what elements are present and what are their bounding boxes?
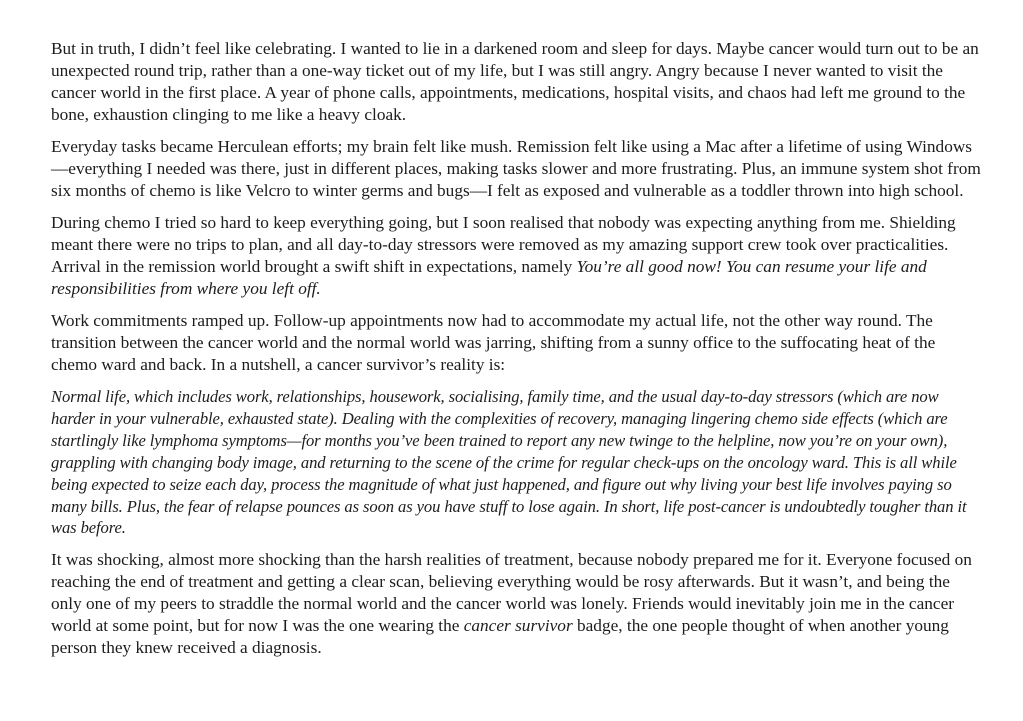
paragraph-italic-phrase: You’re all good now! You can resume your life and responsibilities from where you left off. bbox=[51, 257, 927, 298]
paragraph-celebrating bbox=[51, 38, 981, 126]
paragraph-text: It was shocking, almost more shocking than the harsh realities of treatment, because nobody prepared me for it. Everyone focused on reaching the end of treatment and getting a clear scan, believing everything would be rosy afterwards. But it wasn’t, and being the only one of my peers to straddle the normal world and the cancer world was lonely. Friends would inevitably join me in the cancer world at some point, but for now I was the one wearing the bbox=[51, 550, 972, 636]
paragraph-during-chemo bbox=[51, 212, 981, 300]
paragraph-text-tail: badge, the one people thought of when another young person they knew received a diagnosis. bbox=[51, 616, 949, 658]
document-page bbox=[51, 38, 981, 669]
paragraph-text: Everyday tasks became Herculean efforts; my brain felt like mush. Remission felt like using a Mac after a lifetime of using Windows—everything I needed was there, just in different places, making tasks slower and more frustrating. Plus, an immune system shot from six months of chemo is like Velcro to winter germs and bugs—I felt as exposed and vulnerable as a toddler thrown into high school. bbox=[51, 137, 981, 200]
paragraph-italic-phrase: cancer survivor bbox=[463, 616, 573, 636]
paragraph-text: During chemo I tried so hard to keep everything going, but I soon realised that nobody was expecting anything from me. Shielding meant there were no trips to plan, and all day-to-day stressors were removed as my amazing support crew took over practicalities. Arrival in the remission world brought a swift shift in expectations, namely bbox=[51, 213, 956, 276]
quote-text: Normal life, which includes work, relationships, housework, socialising, family time, and the usual day-to-day stressors (which are now harder in your vulnerable, exhausted state). Dealing with the complexities of recovery, managing lingering chemo side effects (which are startlingly like lymphoma symptoms—for months you’ve been trained to report any new twinge to the helpline, now you’re on your own), grappling with changing body image, and returning to the scene of the crime for regular check-ups on the oncology ward. This is all while being expected to seize each day, process the magnitude of what just happened, and figure out why living your best life involves paying so many bills. Plus, the fear of relapse pounces as soon as you have stuff to lose again. In short, life post-cancer is undoubtedly tougher than it was before. bbox=[51, 387, 967, 538]
paragraph-shocking bbox=[51, 549, 981, 659]
paragraph-everyday-tasks bbox=[51, 136, 981, 202]
paragraph-survivor-reality-quote bbox=[51, 386, 981, 539]
paragraph-work-commitments bbox=[51, 310, 981, 376]
paragraph-text: But in truth, I didn’t feel like celebrating. I wanted to lie in a darkened room and sleep for days. Maybe cancer would turn out to be an unexpected round trip, rather than a one-way ticket out of my life, but I was still angry. Angry because I never wanted to visit the cancer world in the first place. A year of phone calls, appointments, medications, hospital visits, and chaos had left me ground to the bone, exhaustion clinging to me like a heavy cloak. bbox=[51, 39, 979, 124]
paragraph-text: Work commitments ramped up. Follow-up appointments now had to accommodate my actual life, not the other way round. The transition between the cancer world and the normal world was jarring, shifting from a sunny office to the suffocating heat of the chemo ward and back. In a nutshell, a cancer survivor’s reality is: bbox=[51, 311, 936, 374]
